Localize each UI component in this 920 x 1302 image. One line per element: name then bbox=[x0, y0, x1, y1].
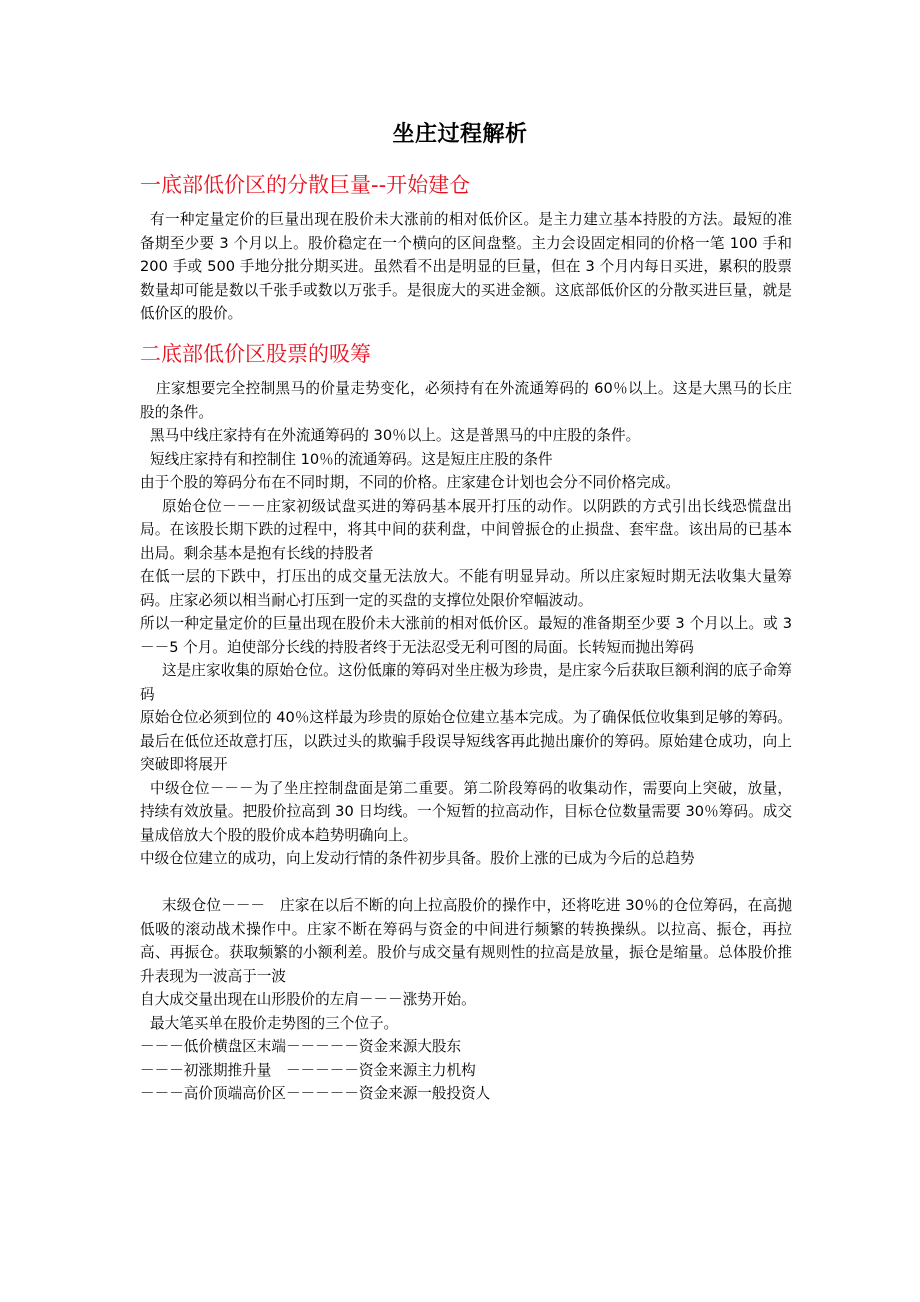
list-item: －－－高价顶端高价区－－－－－资金来源一般投资人 bbox=[140, 1085, 491, 1102]
paragraph: 这是庄家收集的原始仓位。这份低廉的筹码对坐庄极为珍贵，是庄家今后获取巨额利润的底子命筹码 bbox=[140, 662, 792, 703]
blank-line bbox=[140, 871, 792, 895]
paragraph: 所以一种定量定价的巨量出现在股价未大涨前的相对低价区。最短的准备期至少要 3 个月以上。或 3－－5 个月。迫使部分长线的持股者终于无法忍受无利可图的局面。长转短而抛出筹码 bbox=[140, 615, 792, 656]
paragraph: 在低一层的下跌中，打压出的成交量无法放大。不能有明显异动。所以庄家短时期无法收集大量筹码。庄家必须以相当耐心打压到一定的买盘的支撑位处限价窄幅波动。 bbox=[140, 568, 792, 609]
section-heading-2: 二底部低价区股票的吸筹 bbox=[140, 342, 371, 366]
paragraph: 有一种定量定价的巨量出现在股价未大涨前的相对低价区。是主力建立基本持股的方法。最短的准备期至少要 3 个月以上。股价稳定在一个横向的区间盘整。主力会设固定相同的价格一笔 100 手和 200 手或 500 手地分批分期买进。虽然看不出是明显的巨量，但在 3 个月内每日买进，累积的股票数量却可能是数以千张手或数以万张手。是很庞大的买进金额。这底部低价区的分散买进巨量，就是低价区的股价。 bbox=[140, 211, 792, 322]
paragraph: 黑马中线庄家持有在外流通筹码的 30％以上。这是普黑马的中庄股的条件。 bbox=[150, 427, 641, 444]
paragraph: 短线庄家持有和控制住 10％的流通筹码。这是短庄庄股的条件 bbox=[150, 450, 553, 468]
section-2-body bbox=[140, 377, 792, 1106]
paragraph: 原始仓位－－－庄家初级试盘买进的筹码基本展开打压的动作。以阴跌的方式引出长线恐慌盘出局。在该股长期下跌的过程中，将其中间的获利盘，中间曾振仓的止损盘、套牢盘。该出局的已基本出局。剩余基本是抱有长线的持股者 bbox=[140, 497, 792, 562]
paragraph: 最大笔买单在股价走势图的三个位子。 bbox=[150, 1014, 399, 1032]
section-1-body bbox=[140, 208, 792, 326]
paragraph: 由于个股的筹码分布在不同时期，不同的价格。庄家建仓计划也会分不同价格完成。 bbox=[140, 474, 680, 491]
document-title: 坐庄过程解析 bbox=[392, 122, 528, 147]
paragraph: 原始仓位必须到位的 40％这样最为珍贵的原始仓位建立基本完成。为了确保低位收集到足够的筹码。最后在低位还故意打压，以跌过头的欺骗手段误导短线客再此抛出廉价的筹码。原始建仓成功，向上突破即将展开 bbox=[140, 709, 792, 773]
paragraph: 中级仓位－－－为了坐庄控制盘面是第二重要。第二阶段筹码的收集动作，需要向上突破，放量，持续有效放量。把股价拉高到 30 日均线。一个短暂的拉高动作，目标仓位数量需要 30％筹码。成交量成倍放大个股的股价成本趋势明确向上。 bbox=[140, 779, 792, 844]
list-item: －－－初涨期推升量 －－－－－资金来源主力机构 bbox=[140, 1061, 476, 1079]
paragraph: 末级仓位－－－ 庄家在以后不断的向上拉高股价的操作中，还将吃进 30％的仓位筹码，在高抛低吸的滚动战术操作中。庄家不断在筹码与资金的中间进行频繁的转换操纵。以拉高、振仓，再拉高、再振仓。获取频繁的小额利差。股价与成交量有规则性的拉高是放量，振仓是缩量。总体股价推升表现为一波高于一波 bbox=[140, 897, 792, 985]
list-item: －－－低价横盘区末端－－－－－资金来源大股东 bbox=[140, 1038, 462, 1055]
section-heading-1: 一底部低价区的分散巨量--开始建仓 bbox=[140, 173, 471, 197]
paragraph: 自大成交量出现在山形股价的左肩－－－涨势开始。 bbox=[140, 991, 476, 1008]
paragraph: 庄家想要完全控制黑马的价量走势变化，必须持有在外流通筹码的 60％以上。这是大黑马的长庄股的条件。 bbox=[140, 380, 792, 421]
paragraph: 中级仓位建立的成功，向上发动行情的条件初步具备。股价上涨的已成为今后的总趋势 bbox=[140, 850, 695, 867]
